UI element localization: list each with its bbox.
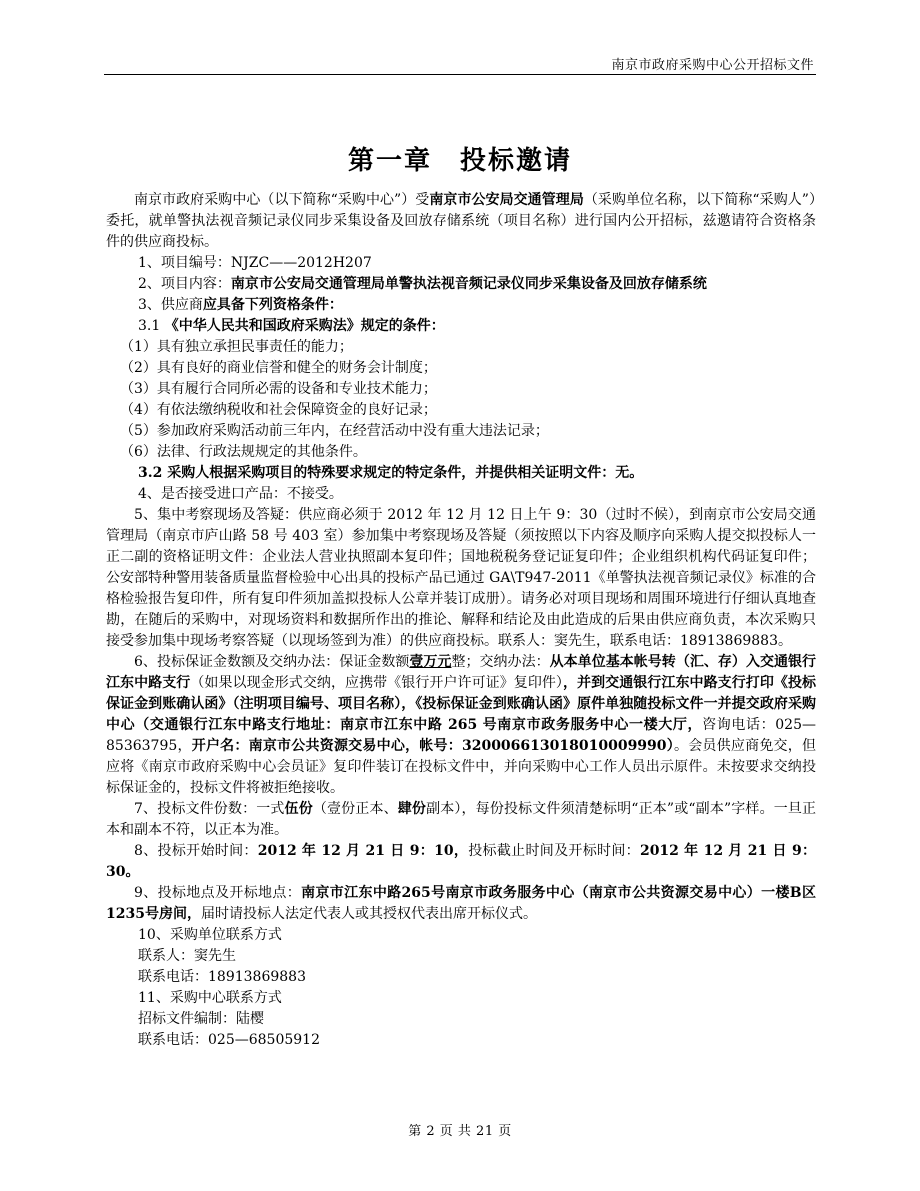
item-bid-bond: 6、投标保证金数额及交纳办法：保证金数额壹万元整；交纳办法：从本单位基本帐号转（汇、存）入交通银行江东中路支行（如果以现金形式交纳，应携带《银行开户许可证》复印件），并到交通银行江东中路支行打印《投标保证金到账确认函》（注明项目编号、项目名称），《投标保证金到账确认函》原件单独随投标文件一并提交政府采购中心（交通银行江东中路支行地址：南京市江东中路 265 号南京市政务服务中心一楼大厅，咨询电话：025—85363795，开户名：南京市公共资源交易中心，帐号：320006613018010009990）。会员供应商免交，但应将《南京市政府采购中心会员证》复印件装订在投标文件中，并向采购中心工作人员出示原件。未按要求交纳投标保证金的，投标文件将被拒绝接收。 — [106, 654, 817, 796]
center-contact-phone: 联系电话：025—68505912 — [138, 1032, 320, 1048]
center-document-editor: 招标文件编制：陆樱 — [138, 1011, 264, 1027]
item-supplier-qualification: 3、供应商应具备下列资格条件： — [138, 297, 343, 313]
page-number: 第 2 页 共 21 页 — [408, 1124, 512, 1139]
purchaser-contact-person: 联系人：窦先生 — [138, 948, 236, 964]
condition-item: （3）具有履行合同所必需的设备和专业技术能力； — [120, 381, 437, 397]
item-bid-location: 9、投标地点及开标地点：南京市江东中路265号南京市政务服务中心（南京市公共资源交易中心）一楼B区1235号房间，届时请投标人法定代表人或其授权代表出席开标仪式。 — [106, 885, 816, 922]
condition-item: （1）具有独立承担民事责任的能力； — [120, 339, 353, 355]
item-copies: 7、投标文件份数：一式伍份（壹份正本、肆份副本），每份投标文件须清楚标明“正本”或“副本”字样。一旦正本和副本不符，以正本为准。 — [106, 801, 817, 838]
item-project-content: 2、项目内容：南京市公安局交通管理局单警执法视音频记录仪同步采集设备及回放存储系统 — [138, 276, 707, 292]
item-project-number: 1、项目编号：NJZC——2012H207 — [138, 255, 372, 271]
condition-item: （2）具有良好的商业信誉和健全的财务会计制度； — [120, 360, 437, 376]
document-body — [106, 190, 816, 1051]
header-divider — [104, 74, 816, 75]
condition-item: （6）法律、行政法规规定的其他条件。 — [120, 444, 367, 460]
purchaser-contact-phone: 联系电话：18913869883 — [138, 969, 306, 985]
item-3-2: 3.2 采购人根据采购项目的特殊要求规定的特定条件，并提供相关证明文件：无。 — [138, 465, 644, 481]
item-bid-time: 8、投标开始时间：2012 年 12 月 21 日 9：10，投标截止时间及开标时间：2012 年 12 月 21 日 9：30。 — [106, 843, 816, 880]
chapter-title: 第一章 投标邀请 — [347, 146, 572, 176]
page-header: 南京市政府采购中心公开招标文件 — [611, 58, 814, 73]
condition-item: （5）参加政府采购活动前三年内，在经营活动中没有重大违法记录； — [120, 423, 549, 439]
intro-paragraph: 南京市政府采购中心（以下简称“采购中心”）受南京市公安局交通管理局（采购单位名称，以下简称“采购人”）委托，就单警执法视音频记录仪同步采集设备及回放存储系统（项目名称）进行国内公开招标，兹邀请符合资格条件的供应商投标。 — [106, 192, 816, 250]
item-3-1: 3.1 《中华人民共和国政府采购法》规定的条件： — [138, 318, 445, 334]
item-site-inspection: 5、集中考察现场及答疑：供应商必须于 2012 年 12 月 12 日上午 9：30（过时不候），到南京市公安局交通管理局（南京市庐山路 58 号 403 室）参加集中考察现场及答疑（须按照以下内容及顺序向采购人提交拟投标人一正二副的资格证明文件：企业法人营业执照副本复印件；国地税税务登记证复印件；企业组织机构代码证复印件；公安部特种警用装备质量监督检验中心出具的投标产品已通过 GA\T947-2011《单警执法视音频记录仪》标准的合格检验报告复印件，所有复印件须加盖拟投标人公章并装订成册）。请务必对项目现场和周围环境进行仔细认真地查勘，在随后的采购中，对现场资料和数据所作出的推论、解释和结论及由此造成的后果由供应商负责，本次采购只接受参加集中现场考察答疑（以现场签到为准）的供应商投标。联系人：窦先生，联系电话：18913869883。 — [106, 507, 816, 649]
condition-item: （4）有依法缴纳税收和社会保障资金的良好记录； — [120, 402, 437, 418]
purchaser-contact-heading: 10、采购单位联系方式 — [138, 927, 282, 943]
center-contact-heading: 11、采购中心联系方式 — [138, 990, 282, 1006]
item-import-products: 4、是否接受进口产品：不接受。 — [138, 486, 343, 502]
